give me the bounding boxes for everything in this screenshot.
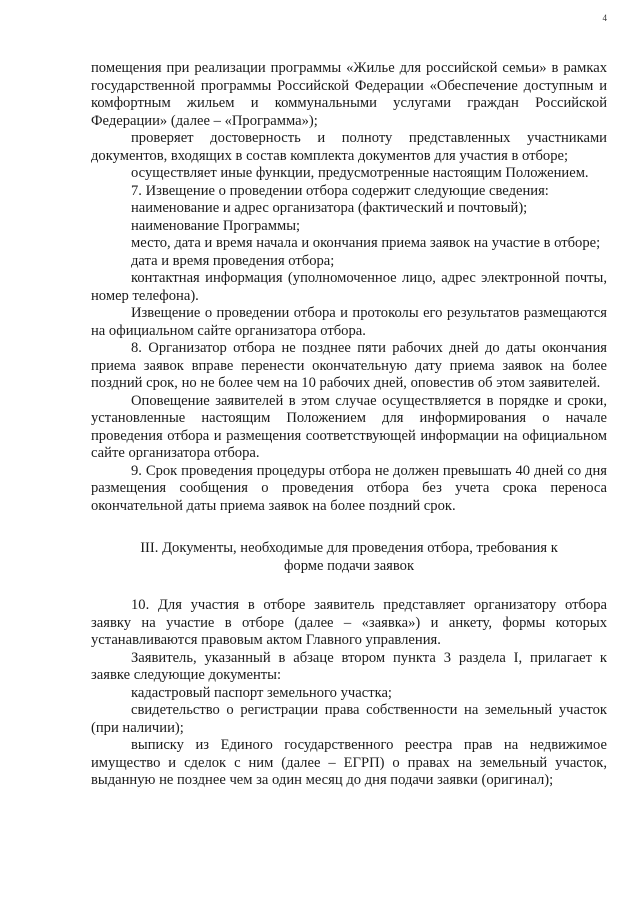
paragraph: выписку из Единого государственного реестра прав на недвижимое имущество и сделок с ним (далее – ЕГРП) о правах на земельный участок, выданную не позднее чем за один месяц до дня подачи заявки (оригинал);	[91, 737, 607, 788]
paragraph: помещения при реализации программы «Жилье для российской семьи» в рамках государственной программы Российской Федерации «Обеспечение доступным и комфортным жильем и коммунальными услугами граждан Российской Федерации» (далее – «Программа»);	[91, 60, 607, 129]
paragraph: наименование Программы;	[131, 217, 301, 234]
paragraph: Оповещение заявителей в этом случае осуществляется в порядке и сроки, установленные настоящим Положением для информирования о начале проведения отбора и размещения соответствующей информации на официальном сайте организатора отбора.	[91, 392, 607, 461]
paragraph: место, дата и время начала и окончания приема заявок на участие в отборе;	[131, 235, 601, 251]
paragraph: 8. Организатор отбора не позднее пяти рабочих дней до даты окончания приема заявок вправе перенести окончательную дату приема заявок на более поздний срок, но не более чем на 10 рабочих дней, оповестив об этом заявителей.	[91, 340, 607, 391]
paragraph: Извещение о проведении отбора и протоколы его результатов размещаются на официальном сайте организатора отбора.	[91, 305, 607, 339]
section-heading-line: III. Документы, необходимые для проведения отбора, требования к	[140, 540, 558, 556]
paragraph: 10. Для участия в отборе заявитель представляет организатору отбора заявку на участие в отборе (далее – «заявка») и анкету, формы которых устанавливаются правовым актом Главного управления.	[91, 597, 607, 648]
paragraph: Заявитель, указанный в абзаце втором пункта 3 раздела I, прилагает к заявке следующие документы:	[91, 649, 607, 683]
page-number: 4	[602, 13, 607, 23]
paragraph: контактная информация (уполномоченное лицо, адрес электронной почты, номер телефона).	[91, 270, 607, 304]
paragraph: дата и время проведения отбора;	[131, 252, 335, 269]
paragraph: свидетельство о регистрации права собственности на земельный участок (при наличии);	[91, 702, 607, 736]
paragraph: кадастровый паспорт земельного участка;	[131, 684, 392, 701]
section-heading-line: форме подачи заявок	[283, 557, 415, 574]
section-heading	[91, 540, 607, 575]
paragraph: наименование и адрес организатора (фактический и почтовый);	[131, 200, 528, 216]
paragraph: 9. Срок проведения процедуры отбора не должен превышать 40 дней со дня размещения сообщения о проведения отбора без учета срока переноса окончательной даты приема заявок на более поздний срок.	[91, 462, 607, 514]
paragraph: проверяет достоверность и полноту представленных участниками документов, входящих в состав комплекта документов для участия в отборе;	[91, 130, 607, 164]
paragraph: осуществляет иные функции, предусмотренные настоящим Положением.	[131, 165, 589, 181]
paragraph: 7. Извещение о проведении отбора содержит следующие сведения:	[131, 182, 549, 199]
document-body	[91, 60, 607, 790]
